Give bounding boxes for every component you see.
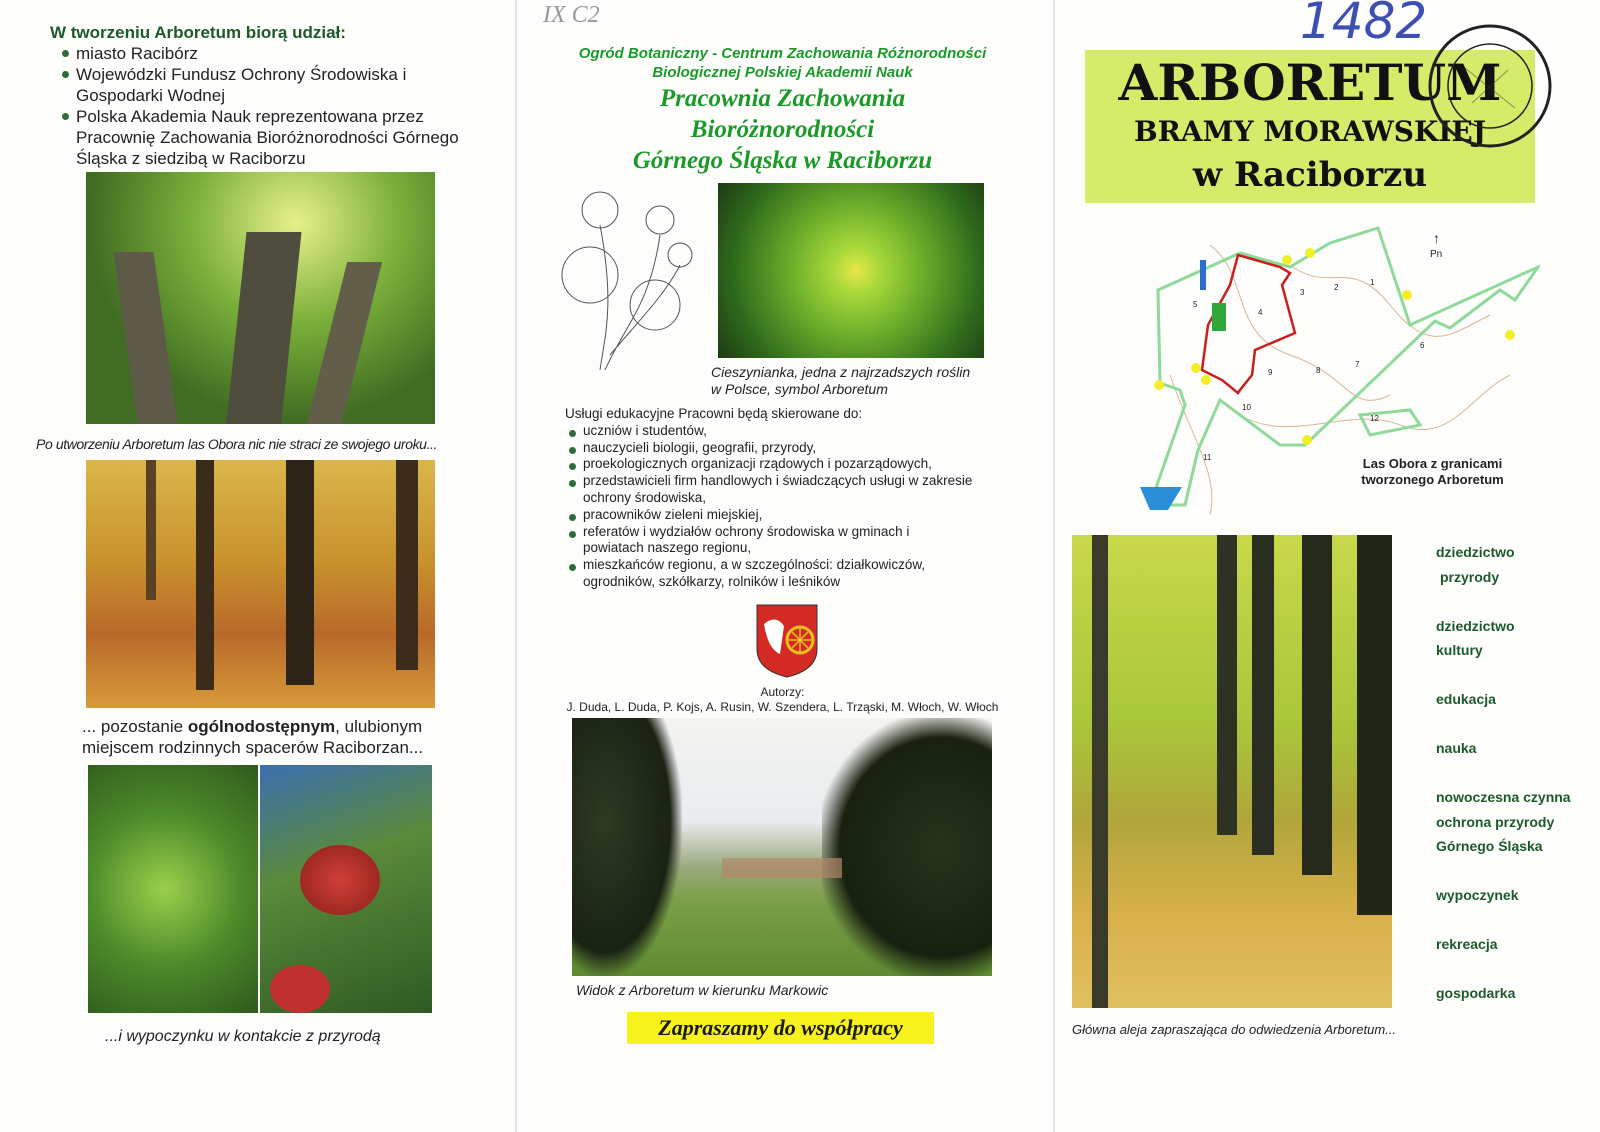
map-caption	[1350, 456, 1515, 488]
feature-item: nauka	[1436, 740, 1477, 756]
participants-heading: W tworzeniu Arboretum biorą udział:	[50, 23, 346, 42]
map-label: 8	[1316, 366, 1321, 375]
alley-caption: Główna aleja zapraszająca do odwiedzenia Arboretum...	[1072, 1022, 1396, 1037]
fold-line	[1053, 0, 1055, 1132]
title-line: Pracownia Zachowania	[659, 85, 906, 112]
feature-list	[1436, 540, 1571, 1006]
map-label: 2	[1334, 283, 1339, 292]
authors	[540, 685, 1025, 715]
services-section	[565, 406, 1010, 591]
authors-list: J. Duda, L. Duda, P. Kojs, A. Rusin, W. Szendera, L. Trząski, M. Włoch, W. Włoch	[566, 700, 999, 714]
feature-item: ochrona przyrody	[1436, 813, 1555, 830]
list-item: nauczycieli biologii, geografii, przyrody,	[567, 440, 1010, 457]
feature-item: Górnego Śląska	[1436, 838, 1543, 854]
invite-banner: Zapraszamy do współpracy	[627, 1012, 934, 1044]
list-item: Wojewódzki Fundusz Ochrony Środowiska i Gospodarki Wodnej	[60, 64, 416, 106]
authors-label: Autorzy:	[760, 685, 805, 699]
list-item: miasto Racibórz	[60, 43, 500, 64]
caption-bold: ogólnodostępnym	[187, 717, 336, 736]
photo-caption: Po utworzeniu Arboretum las Obora nic nie straci ze swojego uroku...	[36, 436, 438, 452]
caption-text: , ulubionym miejscem rodzinnych spacerów Raciborzan...	[82, 717, 424, 757]
services-intro: Usługi edukacyjne Pracowni będą skierowane do:	[565, 406, 863, 421]
org-line: Biologicznej Polskiej Akademii Nauk	[652, 64, 913, 81]
feature-item: nowoczesna czynna	[1436, 789, 1571, 805]
photo-caption	[82, 716, 482, 758]
feature-item: kultury	[1436, 642, 1483, 658]
list-item: mieszkańców regionu, a w szczególności: działkowiczów, ogrodników, szkółkarzy, rolników i leśników	[567, 557, 983, 591]
map-label: 6	[1420, 341, 1425, 350]
participants-section	[50, 22, 500, 169]
map-label: 7	[1355, 360, 1360, 369]
cieszynianka-photo	[718, 183, 984, 358]
list-item: proekologicznych organizacji rządowych i pozarządowych,	[567, 456, 1010, 473]
organization-name	[540, 44, 1025, 82]
autumn-forest-photo	[86, 460, 435, 708]
feature-item: przyrody	[1440, 568, 1500, 585]
title-city: w Raciborzu	[1192, 155, 1428, 195]
caption-line: Cieszynianka, jedna z najrzadszych roślin	[711, 364, 971, 380]
north-arrow-icon: ↑	[1433, 230, 1440, 246]
feature-item: dziedzictwo	[1436, 544, 1515, 560]
map-label: 9	[1268, 368, 1273, 377]
fold-line	[515, 0, 517, 1132]
beech-trees-photo	[86, 172, 435, 424]
frog-photo	[88, 765, 258, 1013]
feature-item: dziedzictwo	[1436, 617, 1515, 634]
map-label: 3	[1300, 288, 1305, 297]
org-line: Ogród Botaniczny - Centrum Zachowania Różnorodności	[578, 45, 987, 62]
map-north-label: Pn	[1430, 249, 1443, 260]
raciborz-coat-of-arms	[756, 604, 818, 678]
feature-item: gospodarka	[1436, 985, 1516, 1001]
list-item: pracowników zieleni miejskiej,	[567, 507, 1010, 524]
library-stamp	[1420, 8, 1555, 158]
list-item: uczniów i studentów,	[567, 423, 1010, 440]
main-alley-photo	[1072, 535, 1392, 1008]
list-item: referatów i wydziałów ochrony środowiska w gminach i powiatach naszego regionu,	[567, 524, 953, 558]
caption-line: w Polsce, symbol Arboretum	[711, 381, 888, 397]
lily-photo	[260, 765, 432, 1013]
title-line: Bioróżnorodności	[690, 116, 875, 143]
feature-item: wypoczynek	[1436, 887, 1519, 903]
view-caption: Widok z Arboretum w kierunku Markowic	[576, 982, 829, 998]
photo-caption: ...i wypoczynku w kontakcie z przyrodą	[105, 1028, 381, 1045]
map-label: 12	[1370, 414, 1379, 423]
caption-text: ... pozostanie	[82, 717, 188, 736]
plant-caption	[711, 364, 970, 398]
map-label: 5	[1193, 300, 1198, 309]
caption-line: Las Obora z granicami	[1362, 456, 1503, 471]
map-label: 1	[1370, 278, 1375, 287]
caption-line: tworzonego Arboretum	[1361, 472, 1504, 487]
title-line: Górnego Śląska w Raciborzu	[632, 147, 933, 174]
feature-item: rekreacja	[1436, 936, 1498, 952]
list-item: przedstawicieli firm handlowych i świadczących usługi w zakresie ochrony środowiska,	[567, 473, 1010, 507]
handwritten-number: 1482	[1300, 0, 1428, 50]
list-item: Polska Akademia Nauk reprezentowana przez Pracownię Zachowania Bioróżnorodności Górnego Śląska z siedzibą w Raciborzu	[60, 106, 486, 169]
plant-drawing	[555, 185, 705, 375]
handwritten-mark: IX C2	[543, 2, 600, 28]
map-label: 4	[1258, 308, 1263, 317]
view-markowice-photo	[572, 718, 992, 976]
title-sub: BRAMY MORAWSKIEJ	[1133, 115, 1487, 148]
lab-title	[540, 83, 1025, 176]
map-label: 10	[1242, 403, 1251, 412]
map-label: 11	[1203, 453, 1212, 462]
feature-item: edukacja	[1436, 691, 1496, 707]
title-main: ARBORETUM	[1118, 53, 1502, 112]
